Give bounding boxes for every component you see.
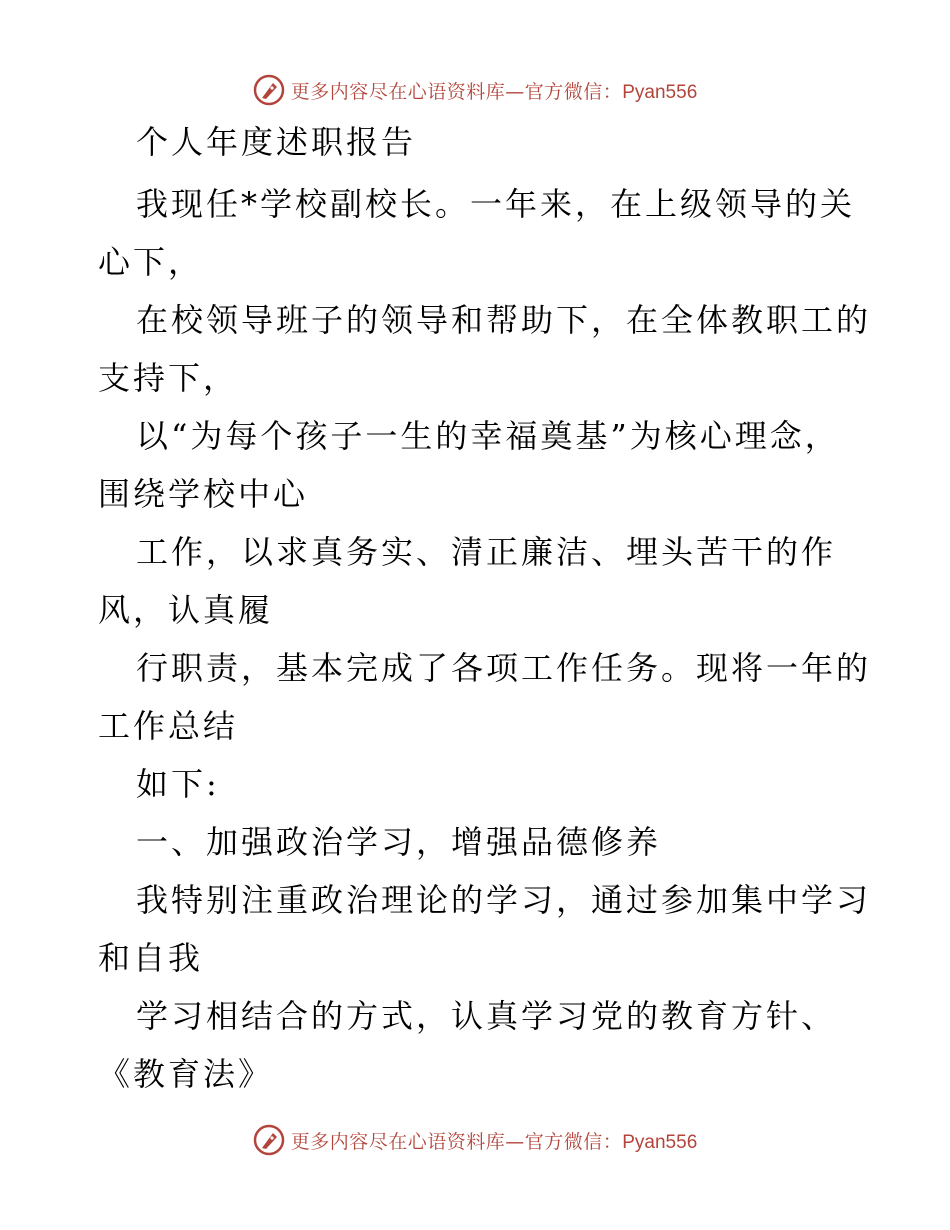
pen-nib-logo-icon [253,74,285,106]
text-line: 行职责，基本完成了各项工作任务。现将一年的 [136,649,872,687]
text-line: 《教育法》 [98,1055,274,1093]
pen-nib-logo-icon [253,1124,285,1156]
text-line: 心下， [98,243,204,281]
text-line: 如下: [136,765,220,803]
text-line: 工作，以求真务实、清正廉洁、埋头苦干的作 [136,533,837,571]
footer-watermark [0,1120,950,1160]
text-line: 风，认真履 [98,591,274,629]
text-line: 学习相结合的方式，认真学习党的教育方针、 [136,997,837,1035]
text-line: 我现任*学校副校长。一年来，在上级领导的关 [136,185,856,223]
watermark-text: 更多内容尽在心语资料库—官方微信：Pyan556 [290,80,698,103]
text-line: 以“为每个孩子一生的幸福奠基”为核心理念， [136,417,840,455]
watermark-text: 更多内容尽在心语资料库—官方微信：Pyan556 [290,1130,698,1153]
text-line: 和自我 [98,939,204,977]
text-line: 工作总结 [98,707,239,745]
section-heading: 一、加强政治学习，增强品德修养 [136,823,662,861]
text-line: 我特别注重政治理论的学习，通过参加集中学习 [136,881,872,919]
text-line: 在校领导班子的领导和帮助下，在全体教职工的 [136,301,872,339]
text-line: 支持下， [98,359,239,397]
document-title: 个人年度述职报告 [136,123,417,161]
text-line: 围绕学校中心 [98,475,309,513]
header-watermark [0,70,950,110]
